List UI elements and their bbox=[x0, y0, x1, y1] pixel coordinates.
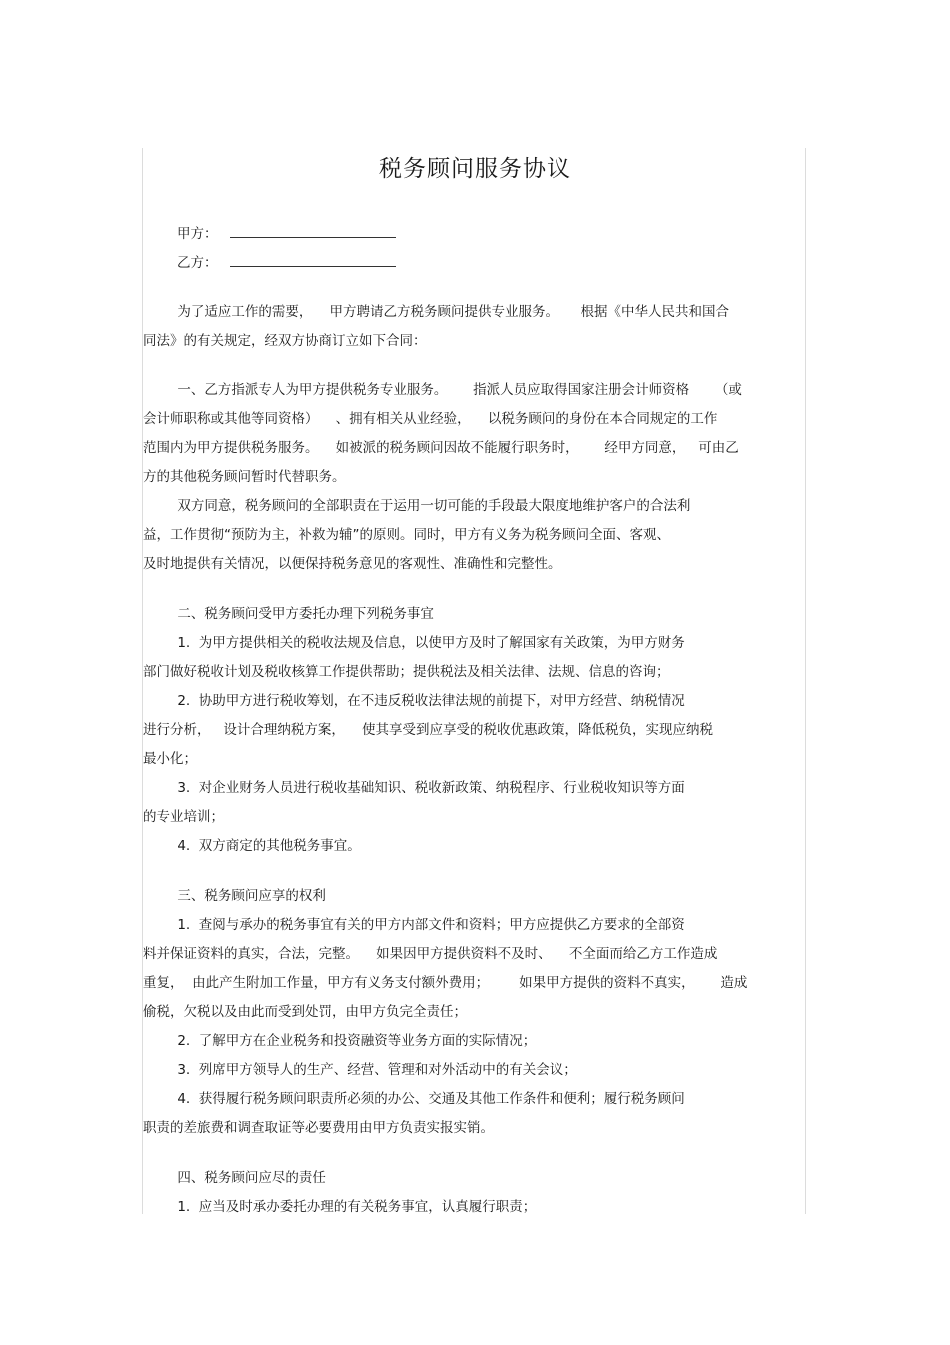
party-a-blank-line bbox=[230, 225, 396, 238]
party-a-label: 甲方： bbox=[177, 226, 218, 242]
paragraph-line: 进行分析， 设计合理纳税方案， 使其享受到应享受的税收优惠政策，降低税负，实现应纳税 bbox=[143, 722, 714, 738]
paragraph-line: 1. 查阅与承办的税务事宜有关的甲方内部文件和资料；甲方应提供乙方要求的全部资 bbox=[143, 917, 685, 933]
party-b-blank-line bbox=[230, 254, 396, 267]
paragraph-line: 1. 应当及时承办委托办理的有关税务事宜，认真履行职责； bbox=[143, 1199, 537, 1215]
paragraph-line: 1. 为甲方提供相关的税收法规及信息，以使甲方及时了解国家有关政策，为甲方财务 bbox=[143, 635, 685, 651]
paragraph-line: 为了适应工作的需要， 甲方聘请乙方税务顾问提供专业服务。 根据《中华人民共和国合 bbox=[143, 304, 729, 320]
paragraph-line: 范围内为甲方提供税务服务。 如被派的税务顾问因故不能履行职务时， 经甲方同意， 可由乙 bbox=[143, 440, 739, 456]
paragraph-line: 3. 列席甲方领导人的生产、经营、管理和对外活动中的有关会议； bbox=[143, 1062, 577, 1078]
paragraph-line: 的专业培训； bbox=[143, 809, 224, 825]
document-title: 税务顾问服务协议 bbox=[379, 156, 571, 182]
paragraph-line: 三、税务顾问应享的权利 bbox=[143, 888, 326, 904]
paragraph-line: 同法》的有关规定，经双方协商订立如下合同： bbox=[143, 333, 427, 349]
page-border-right bbox=[805, 148, 806, 1214]
paragraph-line: 方的其他税务顾问暂时代替职务。 bbox=[143, 469, 346, 485]
paragraph-line: 2. 了解甲方在企业税务和投资融资等业务方面的实际情况； bbox=[143, 1033, 537, 1049]
paragraph-line: 会计师职称或其他等同资格） 、拥有相关从业经验， 以税务顾问的身份在本合同规定的工作 bbox=[143, 411, 718, 427]
paragraph-line: 4. 双方商定的其他税务事宜。 bbox=[143, 838, 361, 854]
paragraph-line: 四、税务顾问应尽的责任 bbox=[143, 1170, 326, 1186]
paragraph-line: 益，工作贯彻“预防为主，补救为辅”的原则。同时，甲方有义务为税务顾问全面、客观、 bbox=[143, 527, 670, 543]
party-b-field bbox=[177, 251, 396, 271]
paragraph-line: 部门做好税收计划及税收核算工作提供帮助；提供税法及相关法律、法规、信息的咨询； bbox=[143, 664, 670, 680]
party-b-label: 乙方： bbox=[177, 255, 218, 271]
paragraph-line: 偷税，欠税以及由此而受到处罚，由甲方负完全责任； bbox=[143, 1004, 467, 1020]
paragraph-line: 料并保证资料的真实，合法，完整。 如果因甲方提供资料不及时、 不全面而给乙方工作造成 bbox=[143, 946, 718, 962]
paragraph-line: 二、税务顾问受甲方委托办理下列税务事宜 bbox=[143, 606, 434, 622]
paragraph-line: 3. 对企业财务人员进行税收基础知识、税收新政策、纳税程序、行业税收知识等方面 bbox=[143, 780, 685, 796]
paragraph-line: 一、乙方指派专人为甲方提供税务专业服务。 指派人员应取得国家注册会计师资格 （或 bbox=[143, 382, 742, 398]
paragraph-line: 职责的差旅费和调查取证等必要费用由甲方负责实报实销。 bbox=[143, 1120, 494, 1136]
paragraph-line: 及时地提供有关情况，以便保持税务意见的客观性、准确性和完整性。 bbox=[143, 556, 562, 572]
paragraph-line: 2. 协助甲方进行税收筹划，在不违反税收法律法规的前提下，对甲方经营、纳税情况 bbox=[143, 693, 685, 709]
paragraph-line: 双方同意，税务顾问的全部职责在于运用一切可能的手段最大限度地维护客户的合法利 bbox=[143, 498, 691, 514]
party-a-field bbox=[177, 222, 396, 242]
paragraph-line: 重复， 由此产生附加工作量，甲方有义务支付额外费用； 如果甲方提供的资料不真实， 造成 bbox=[143, 975, 748, 991]
paragraph-line: 最小化； bbox=[143, 751, 197, 767]
paragraph-line: 4. 获得履行税务顾问职责所必须的办公、交通及其他工作条件和便利；履行税务顾问 bbox=[143, 1091, 685, 1107]
